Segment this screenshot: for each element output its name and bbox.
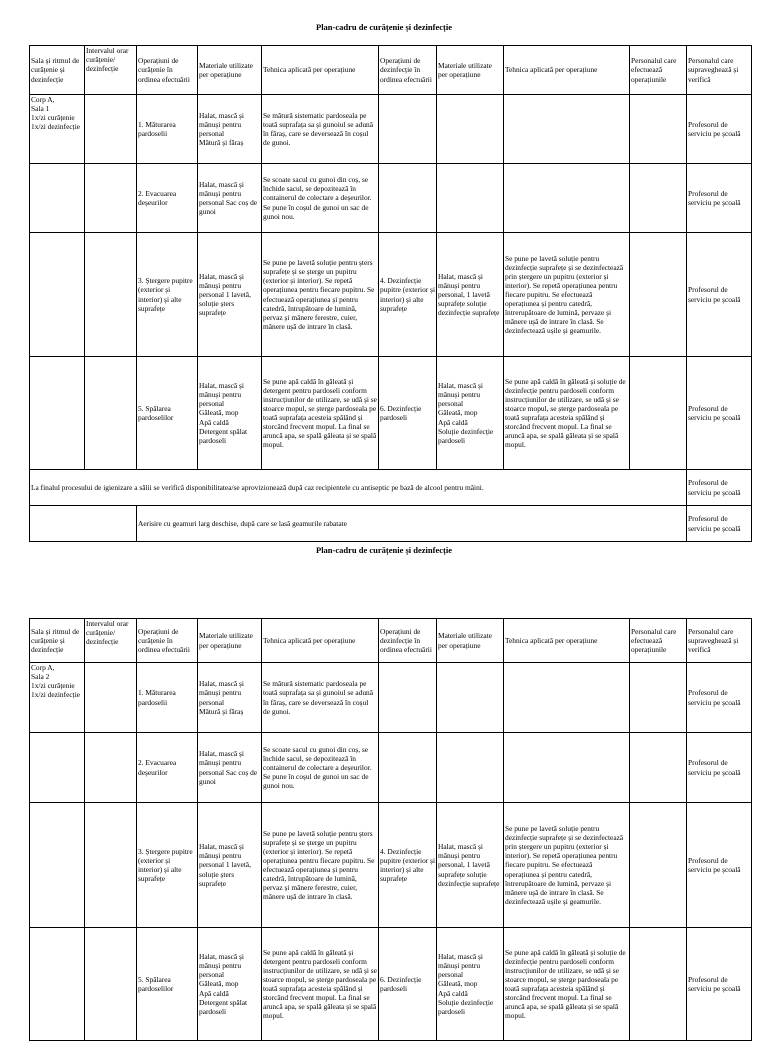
empty-cell — [85, 95, 137, 164]
final-note: La finalul procesului de igienizare a sălii se verifică disponibilitatea/se aprovizionează după caz recipientele cu antiseptic pe bază de alcool pentru mâini. — [30, 470, 687, 506]
header-cell: Operațiuni de dezinfecție în ordinea efectuării — [379, 46, 437, 95]
table-row — [30, 95, 752, 164]
empty-cell — [30, 803, 85, 928]
disinfection-materials: Halat, mască și mănuși pentru personal Găleată, mop Apă caldă Soluție dezinfecție pardoseli — [437, 357, 504, 470]
cleaning-technique: Se pune pe lavetă soluție pentru șters suprafețe și se șterge un pupitru (exterior și interior). Se repetă operațiunea pentru fiecare pupitru. Se efectuează operațiunea și pentru catedră, întrupătoare de lumină, pervaz și mânere ferestre, cuier, mânere ușă de intrare în clasă. — [262, 803, 379, 928]
table-header-row — [30, 619, 752, 663]
table-row — [30, 506, 752, 542]
empty-cell — [85, 357, 137, 470]
empty-cell — [630, 95, 687, 164]
supervisor-cell: Profesorul de serviciu pe școală — [687, 164, 752, 233]
empty-cell — [630, 164, 687, 233]
empty-cell — [85, 663, 137, 733]
header-cell: Operațiuni de dezinfecție în ordinea efectuării — [379, 619, 437, 663]
empty-cell — [437, 95, 504, 164]
table-header-row — [30, 46, 752, 95]
header-cell: Personalul care efectuează operațiunile — [630, 619, 687, 663]
cleaning-operation: 1. Măturarea pardoselii — [137, 663, 198, 733]
supervisor-cell: Profesorul de serviciu pe școală — [687, 733, 752, 803]
cleaning-materials: Halat, mască și mănuși pentru personal Sac coș de gunoi — [198, 733, 262, 803]
empty-cell — [630, 733, 687, 803]
supervisor-cell: Profesorul de serviciu pe școală — [687, 95, 752, 164]
disinfection-materials: Halat, mască și mănuși pentru personal, 1 lavetă suprafețe soluție dezinfecție suprafețe — [437, 803, 504, 928]
disinfection-operation: 6. Dezinfecție pardoseli — [379, 357, 437, 470]
header-cell: Personalul care supraveghează și verifică — [687, 619, 752, 663]
empty-cell — [504, 164, 630, 233]
cleaning-technique: Se pune apă caldă în găleată și detergent pentru pardoseli conform instrucțiunilor de utilizare, se udă și se stoarce mopul, se șterge pardoseala pe toată suprafața acesteia spălând și storcând frecvent mopul. La final se aruncă apa, se spală găleata și se spală mopul. — [262, 928, 379, 1041]
cleaning-materials: Halat, mască și mănuși pentru personal Sac coș de gunoi — [198, 164, 262, 233]
page-title: Plan-cadru de curățenie și dezinfecție — [316, 22, 452, 32]
cleaning-technique: Se mătură sistematic pardoseala pe toată suprafața sa și gunoiul se adună în făraș, care se deversează în coșul de gunoi. — [262, 663, 379, 733]
cleaning-technique: Se pune pe lavetă soluție pentru șters suprafețe și se șterge un pupitru (exterior și interior). Se repetă operațiunea pentru fiecare pupitru. Se efectuează operațiunea și pentru catedră, întrupătoare de lumină, pervaz și mânere ferestre, cuier, mânere ușă de intrare în clasă. — [262, 233, 379, 357]
disinfection-technique: Se pune apă caldă în găleată și soluție de dezinfecție pentru pardoseli conform instrucțiunilor de utilizare, se udă și se stoarce mopul, se șterge pardoseala pe toată suprafața acesteia spălând și storcând frecvent mopul. La final se aruncă apa, se spală găleata și se spală mopul. — [504, 928, 630, 1041]
header-cell: Operațiuni de curățenie în ordinea efectuării — [137, 619, 198, 663]
cleaning-materials: Halat, mască și mănuși pentru personal Găleată, mop Apă caldă Detergent spălat pardoseli — [198, 357, 262, 470]
header-cell: Materiale utilizate per operațiune — [198, 619, 262, 663]
empty-cell — [630, 357, 687, 470]
cleaning-technique: Se scoate sacul cu gunoi din coș, se închide sacul, se depozitează în containerul de colectare a deșeurilor. Se pune în coșul de gunoi un sac de gunoi nou. — [262, 164, 379, 233]
empty-cell — [437, 164, 504, 233]
cleaning-technique: Se mătură sistematic pardoseala pe toată suprafața sa și gunoiul se adună în făraș, care se deversează în coșul de gunoi. — [262, 95, 379, 164]
page-title: Plan-cadru de curățenie și dezinfecție — [316, 545, 452, 555]
empty-cell — [379, 95, 437, 164]
cleaning-materials: Halat, mască și mănuși pentru personal Găleată, mop Apă caldă Detergent spălat pardoseli — [198, 928, 262, 1041]
empty-cell — [379, 733, 437, 803]
disinfection-operation: 4. Dezinfecție pupitre (exterior și interior) și alte suprafețe — [379, 803, 437, 928]
cleaning-materials: Halat, mască și mănuși pentru personal Mătură și făraș — [198, 95, 262, 164]
disinfection-technique: Se pune apă caldă în găleată și soluție de dezinfecție pentru pardoseli conform instrucțiunilor de utilizare, se udă și se stoarce mopul, se șterge pardoseala pe toată suprafața acesteia spălând și storcând frecvent mopul. La final se aruncă apa, se spală găleata și se spală mopul. — [504, 357, 630, 470]
header-cell: Tehnica aplicată per operațiune — [504, 46, 630, 95]
empty-cell — [630, 803, 687, 928]
cleaning-operation: 2. Evacuarea deșeurilor — [137, 733, 198, 803]
disinfection-materials: Halat, mască și mănuși pentru personal, 1 lavetă suprafețe soluție dezinfecție suprafețe — [437, 233, 504, 357]
disinfection-operation: 4. Dezinfecție pupitre (exterior și interior) și alte suprafețe — [379, 233, 437, 357]
header-cell: Intervalul orar curățenie/ dezinfecție — [85, 46, 137, 95]
empty-cell — [30, 506, 137, 542]
empty-cell — [379, 663, 437, 733]
empty-cell — [630, 663, 687, 733]
table-row — [30, 164, 752, 233]
empty-cell — [379, 164, 437, 233]
empty-cell — [85, 164, 137, 233]
header-cell: Intervalul orar curățenie/ dezinfecție — [85, 619, 137, 663]
room-cell: Corp A, Sala 1 1x/zi curățenie 1x/zi dezinfecție — [30, 95, 85, 164]
cleaning-plan-table-sala-1 — [29, 45, 752, 542]
room-cell: Corp A, Sala 2 1x/zi curățenie 1x/zi dezinfecție — [30, 663, 85, 733]
cleaning-operation: 5. Spălarea pardoselilor — [137, 928, 198, 1041]
cleaning-materials: Halat, mască și mănuși pentru personal Mătură și făraș — [198, 663, 262, 733]
cleaning-operation: 1. Măturarea pardoselii — [137, 95, 198, 164]
cleaning-operation: 2. Evacuarea deșeurilor — [137, 164, 198, 233]
table-row — [30, 733, 752, 803]
empty-cell — [630, 233, 687, 357]
table-row — [30, 803, 752, 928]
supervisor-cell: Profesorul de serviciu pe școală — [687, 470, 752, 506]
header-cell: Materiale utilizate per operațiune — [198, 46, 262, 95]
cleaning-operation: 3. Ștergere pupitre (exterior și interior) și alte suprafețe — [137, 803, 198, 928]
disinfection-technique: Se pune pe lavetă soluție pentru dezinfecție suprafețe și se dezinfectează prin ștergere un pupitru (exterior și interior). Se repetă operațiunea pentru fiecare pupitru. Se efectuează operațiunea și pentru catedră, întrerupătoare de lumină, pervaze și mânere ușă de intrare în clasă. Se dezinfectează ușile și geamurile. — [504, 803, 630, 928]
header-cell: Tehnica aplicată per operațiune — [262, 619, 379, 663]
header-cell: Materiale utilizate per operațiune — [437, 46, 504, 95]
table-row — [30, 233, 752, 357]
empty-cell — [30, 357, 85, 470]
cleaning-materials: Halat, mască și mănuși pentru personal 1 lavetă, soluție șters suprafețe — [198, 233, 262, 357]
header-cell: Tehnica aplicată per operațiune — [262, 46, 379, 95]
empty-cell — [437, 733, 504, 803]
table-row — [30, 663, 752, 733]
supervisor-cell: Profesorul de serviciu pe școală — [687, 803, 752, 928]
empty-cell — [85, 233, 137, 357]
disinfection-materials: Halat, mască și mănuși pentru personal Găleată, mop Apă caldă Soluție dezinfecție pardoseli — [437, 928, 504, 1041]
empty-cell — [504, 95, 630, 164]
supervisor-cell: Profesorul de serviciu pe școală — [687, 928, 752, 1041]
empty-cell — [85, 803, 137, 928]
supervisor-cell: Profesorul de serviciu pe școală — [687, 506, 752, 542]
cleaning-materials: Halat, mască și mănuși pentru personal 1 lavetă, soluție șters suprafețe — [198, 803, 262, 928]
cleaning-operation: 3. Ștergere pupitre (exterior și interior) și alte suprafețe — [137, 233, 198, 357]
header-cell: Materiale utilizate per operațiune — [437, 619, 504, 663]
header-cell: Tehnica aplicată per operațiune — [504, 619, 630, 663]
cleaning-technique: Se pune apă caldă în găleată și detergent pentru pardoseli conform instrucțiunilor de utilizare, se udă și se stoarce mopul, se șterge pardoseala pe toată suprafața acesteia spălând și storcând frecvent mopul. La final se aruncă apa, se spală găleata și se spală mopul. — [262, 357, 379, 470]
disinfection-technique: Se pune pe lavetă soluție pentru dezinfecție suprafețe și se dezinfectează prin ștergere un pupitru (exterior și interior). Se repetă operațiunea pentru fiecare pupitru. Se efectuează operațiunea și pentru catedră, întrerupătoare de lumină, pervaze și mânere ușă de intrare în clasă. Se dezinfectează ușile și geamurile. — [504, 233, 630, 357]
supervisor-cell: Profesorul de serviciu pe școală — [687, 233, 752, 357]
empty-cell — [30, 233, 85, 357]
empty-cell — [437, 663, 504, 733]
header-cell: Personalul care efectuează operațiunile — [630, 46, 687, 95]
empty-cell — [30, 164, 85, 233]
empty-cell — [30, 733, 85, 803]
cleaning-technique: Se scoate sacul cu gunoi din coș, se închide sacul, se depozitează în containerul de colectare a deșeurilor. Se pune în coșul de gunoi un sac de gunoi nou. — [262, 733, 379, 803]
table-row — [30, 357, 752, 470]
table-row — [30, 470, 752, 506]
empty-cell — [85, 733, 137, 803]
empty-cell — [504, 663, 630, 733]
header-cell: Personalul care supraveghează și verifică — [687, 46, 752, 95]
header-cell: Sala și ritmul de curățenie și dezinfecție — [30, 46, 85, 95]
header-cell: Operațiuni de curățenie în ordinea efectuării — [137, 46, 198, 95]
cleaning-plan-table-sala-2 — [29, 618, 752, 1041]
disinfection-operation: 6. Dezinfecție pardoseli — [379, 928, 437, 1041]
empty-cell — [504, 733, 630, 803]
header-cell: Sala și ritmul de curățenie și dezinfecție — [30, 619, 85, 663]
supervisor-cell: Profesorul de serviciu pe școală — [687, 663, 752, 733]
cleaning-operation: 5. Spălarea pardoselilor — [137, 357, 198, 470]
ventilation-note: Aerisire cu geamuri larg deschise, după care se lasă geamurile rabatate — [137, 506, 687, 542]
supervisor-cell: Profesorul de serviciu pe școală — [687, 357, 752, 470]
